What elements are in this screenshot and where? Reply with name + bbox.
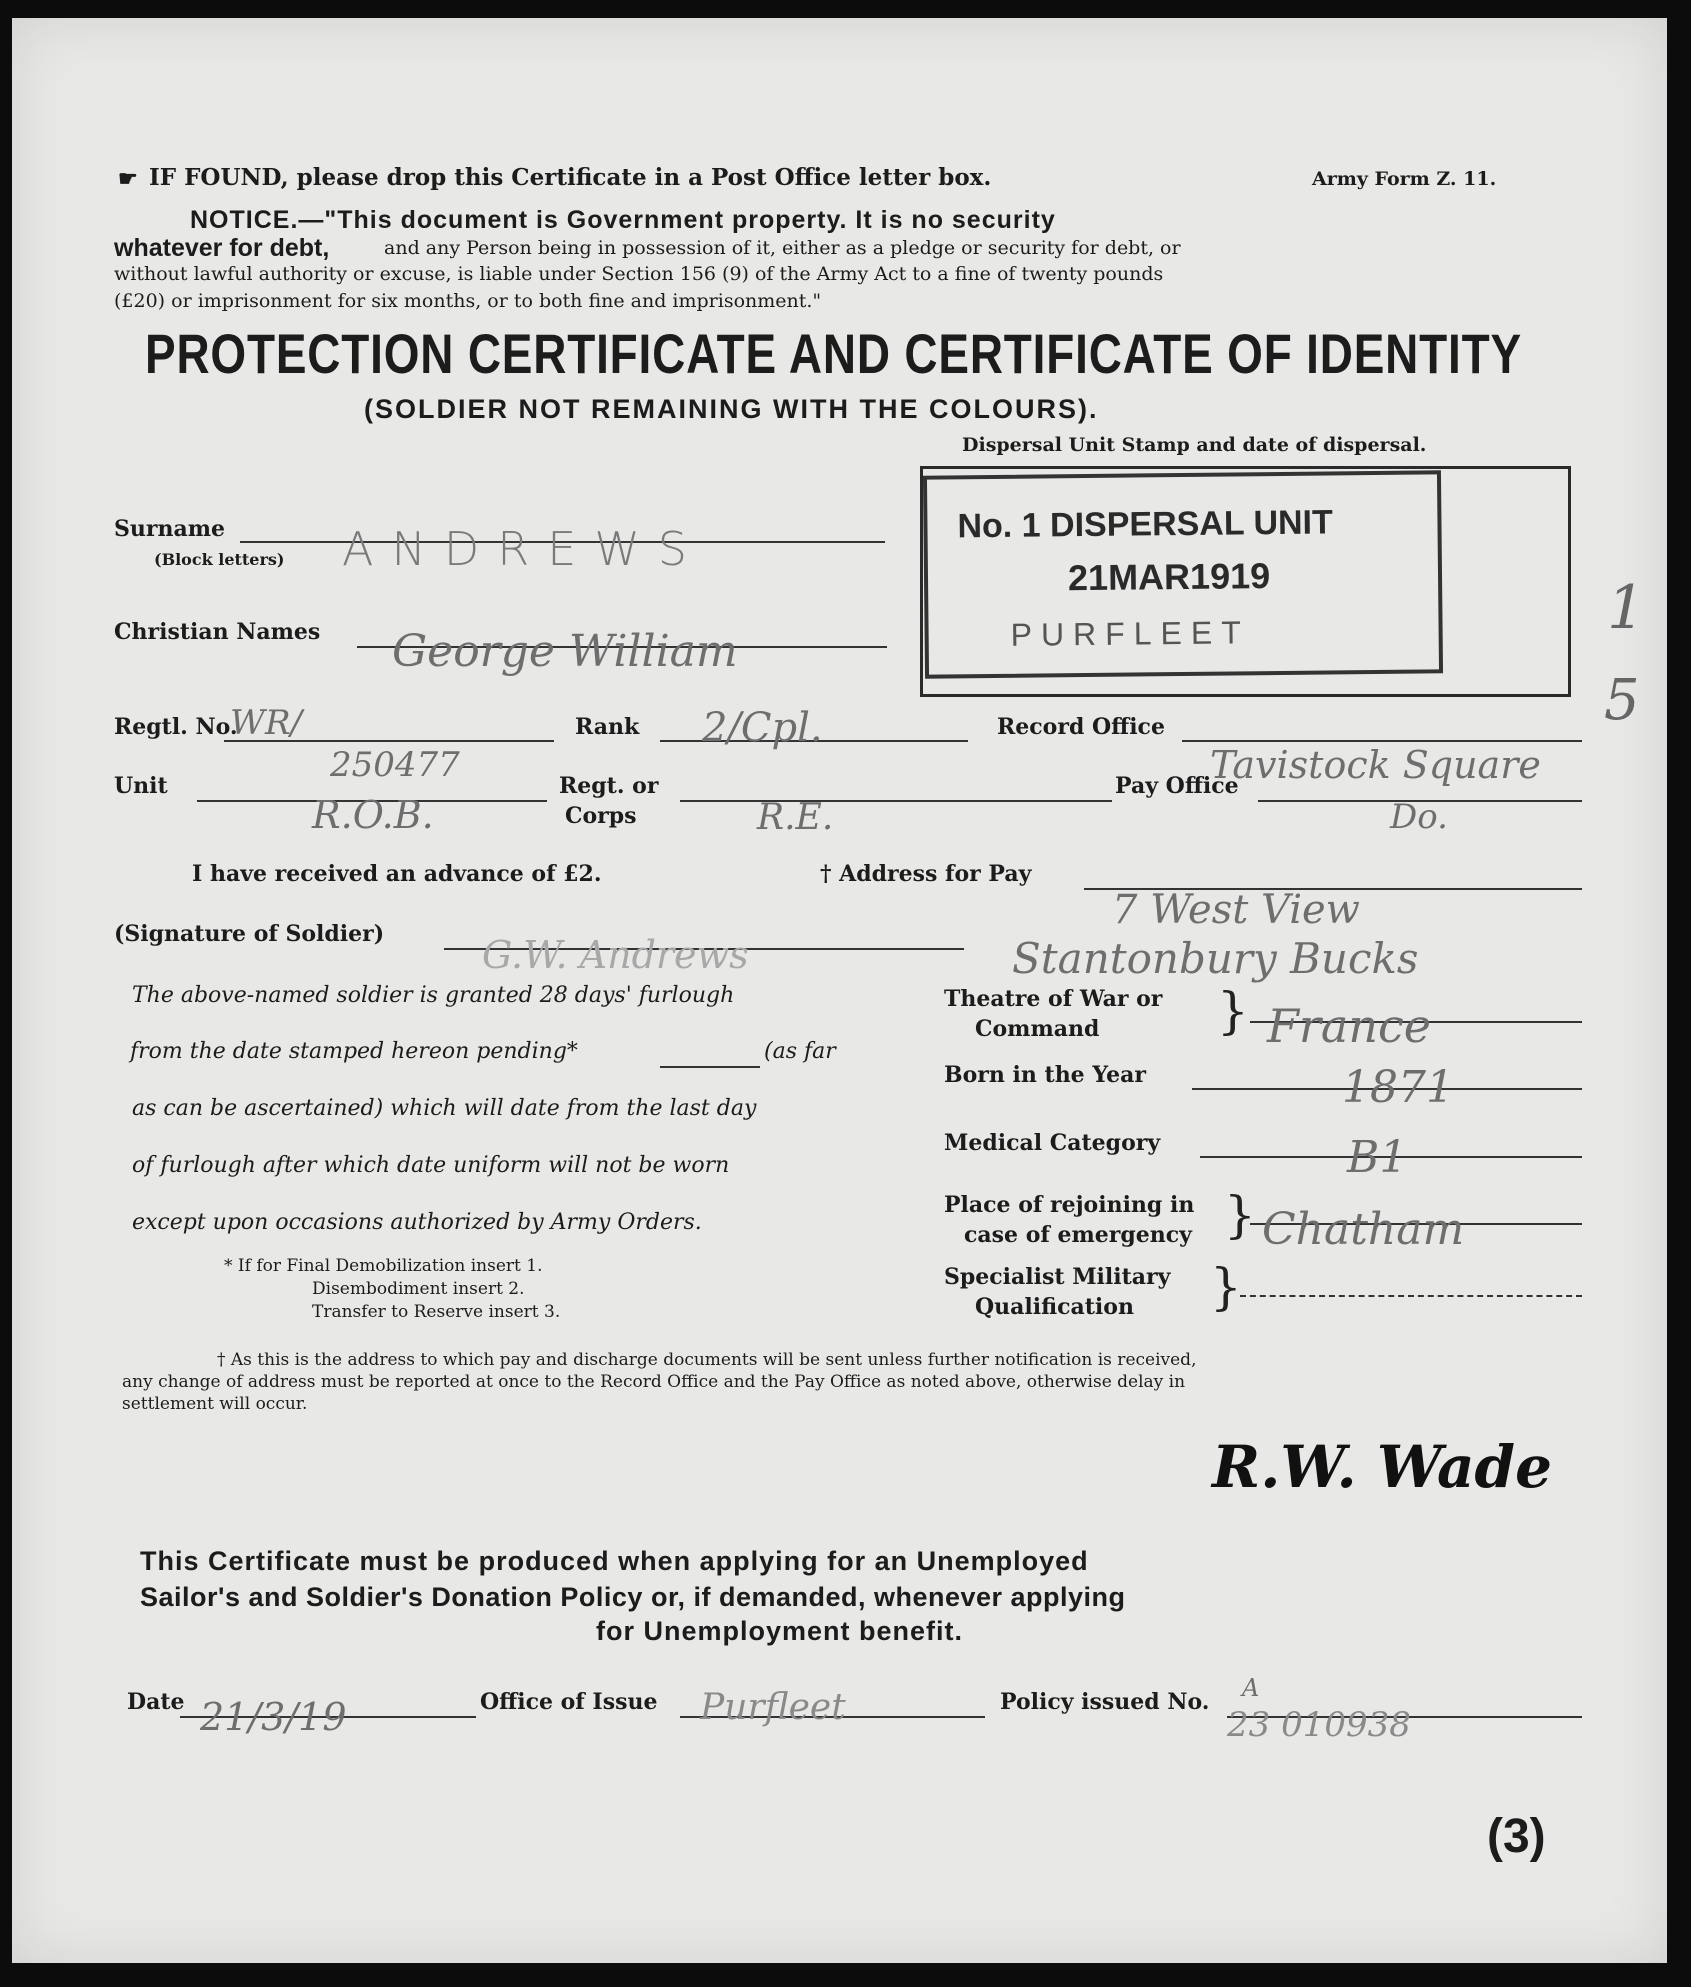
date-value: 21/3/19	[200, 1695, 347, 1739]
regtl-no-label: Regtl. No.	[114, 714, 238, 740]
rank-label: Rank	[575, 714, 640, 740]
specialist-label-1: Specialist Military	[944, 1264, 1171, 1290]
furlough-line-4: of furlough after which date uniform will not be worn	[132, 1153, 730, 1178]
policy-number-label: Policy issued No.	[1000, 1689, 1210, 1715]
office-of-issue-value: Purfleet	[700, 1687, 846, 1728]
officer-signature: R.W. Wade	[1212, 1433, 1553, 1501]
furlough-line-2: from the date stamped hereon pending*	[130, 1039, 578, 1064]
stamp-location: PURFLEET	[1010, 614, 1250, 653]
furlough-line-5: except upon occasions authorized by Army Orders.	[132, 1210, 702, 1235]
pointing-hand-icon: ☛	[118, 166, 138, 192]
theatre-label-2: Command	[975, 1016, 1100, 1042]
notice-line-3: without lawful authority or excuse, is liable under Section 156 (9) of the Army Act to a fine of twenty pounds	[114, 263, 1164, 285]
unit-label: Unit	[114, 773, 168, 799]
furlough-line-2-end: (as far	[764, 1039, 836, 1064]
footnote-star-3: Transfer to Reserve insert 3.	[312, 1302, 561, 1322]
record-office-label: Record Office	[997, 714, 1165, 740]
office-of-issue-label: Office of Issue	[480, 1689, 658, 1715]
block-letters-label: (Block letters)	[154, 550, 285, 569]
notice-line-2-bold: whatever for debt,	[114, 234, 330, 262]
rejoin-label-1: Place of rejoining in	[944, 1192, 1195, 1218]
unemployment-notice-2: Sailor's and Soldier's Donation Policy or, if demanded, whenever applying	[140, 1582, 1126, 1612]
christian-names-label: Christian Names	[114, 619, 321, 645]
medical-label: Medical Category	[944, 1130, 1161, 1156]
medical-value: B1	[1347, 1132, 1408, 1183]
footnote-dagger-3: settlement will occur.	[122, 1394, 308, 1414]
footnote-dagger-2: any change of address must be reported at once to the Record Office and the Pay Office as noted above, otherwise delay in	[122, 1372, 1186, 1392]
footnote-dagger-1: † As this is the address to which pay and discharge documents will be sent unless further notification is received,	[217, 1350, 1197, 1370]
theatre-value: France	[1267, 999, 1431, 1053]
address-line-2: Stantonbury Bucks	[1012, 934, 1419, 983]
notice-line-1: NOTICE.—"This document is Government property. It is no security	[190, 206, 1056, 234]
footnote-star-2: Disembodiment insert 2.	[312, 1279, 525, 1299]
theatre-label-1: Theatre of War or	[944, 986, 1163, 1012]
if-found-notice: IF FOUND, please drop this Certificate in a Post Office letter box.	[149, 164, 992, 191]
surname-value: ANDREWS	[342, 522, 706, 576]
margin-mark-1: 1	[1607, 573, 1646, 643]
corps-label: Corps	[565, 803, 637, 829]
unit-value: R.O.B.	[312, 793, 434, 837]
soldier-signature-label: (Signature of Soldier)	[114, 921, 385, 947]
advance-statement: I have received an advance of £2.	[192, 861, 602, 887]
certificate-page	[12, 18, 1667, 1963]
specialist-label-2: Qualification	[975, 1294, 1134, 1320]
christian-names-value: George William	[392, 626, 738, 677]
address-line-1: 7 West View	[1112, 887, 1360, 933]
footnote-star-1: * If for Final Demobilization insert 1.	[224, 1256, 543, 1276]
stamp-caption: Dispersal Unit Stamp and date of dispersal.	[962, 434, 1427, 456]
notice-line-2: and any Person being in possession of it, either as a pledge or security for debt, or	[384, 237, 1181, 259]
date-label: Date	[127, 1689, 185, 1715]
dispersal-unit-stamp	[923, 470, 1443, 678]
notice-line-4: (£20) or imprisonment for six months, or to both fine and imprisonment."	[114, 290, 822, 312]
corps-value: R.E.	[757, 797, 834, 838]
brace-icon: }	[1210, 1258, 1242, 1316]
policy-prefix-value: A	[1242, 1674, 1260, 1702]
unemployment-notice-1: This Certificate must be produced when applying for an Unemployed	[140, 1546, 1089, 1576]
pay-office-value: Do.	[1390, 797, 1448, 837]
margin-mark-2: 5	[1604, 668, 1640, 733]
pay-office-label: Pay Office	[1115, 773, 1239, 799]
address-for-pay-label: † Address for Pay	[820, 861, 1032, 887]
army-form-number: Army Form Z. 11.	[1312, 168, 1497, 190]
soldier-signature: G.W. Andrews	[482, 933, 749, 977]
unemployment-notice-3: for Unemployment benefit.	[596, 1616, 964, 1646]
surname-label: Surname	[114, 516, 225, 542]
rejoin-value: Chatham	[1262, 1204, 1465, 1255]
policy-number-value: 23 010938	[1227, 1705, 1411, 1745]
regtl-no-value: WR/	[230, 703, 303, 743]
brace-icon: }	[1224, 1186, 1256, 1244]
unit-number-value: 250477	[330, 745, 460, 785]
document-title: PROTECTION CERTIFICATE AND CERTIFICATE OF IDENTITY	[145, 322, 1522, 385]
furlough-line-1: The above-named soldier is granted 28 days' furlough	[132, 983, 735, 1008]
document-subtitle: (SOLDIER NOT REMAINING WITH THE COLOURS).	[364, 394, 1099, 424]
born-label: Born in the Year	[944, 1062, 1146, 1088]
brace-icon: }	[1217, 982, 1249, 1040]
rejoin-label-2: case of emergency	[964, 1222, 1192, 1248]
copy-number: (3)	[1487, 1810, 1546, 1863]
stamp-line-1: No. 1 DISPERSAL UNIT	[957, 503, 1333, 546]
rank-value: 2/Cpl.	[702, 705, 823, 751]
stamp-date: 21MAR1919	[1067, 555, 1271, 599]
regt-or-label: Regt. or	[559, 773, 659, 799]
born-year-value: 1871	[1342, 1062, 1454, 1113]
record-office-value: Tavistock Square	[1210, 743, 1541, 787]
furlough-line-3: as can be ascertained) which will date from the last day	[132, 1096, 757, 1121]
